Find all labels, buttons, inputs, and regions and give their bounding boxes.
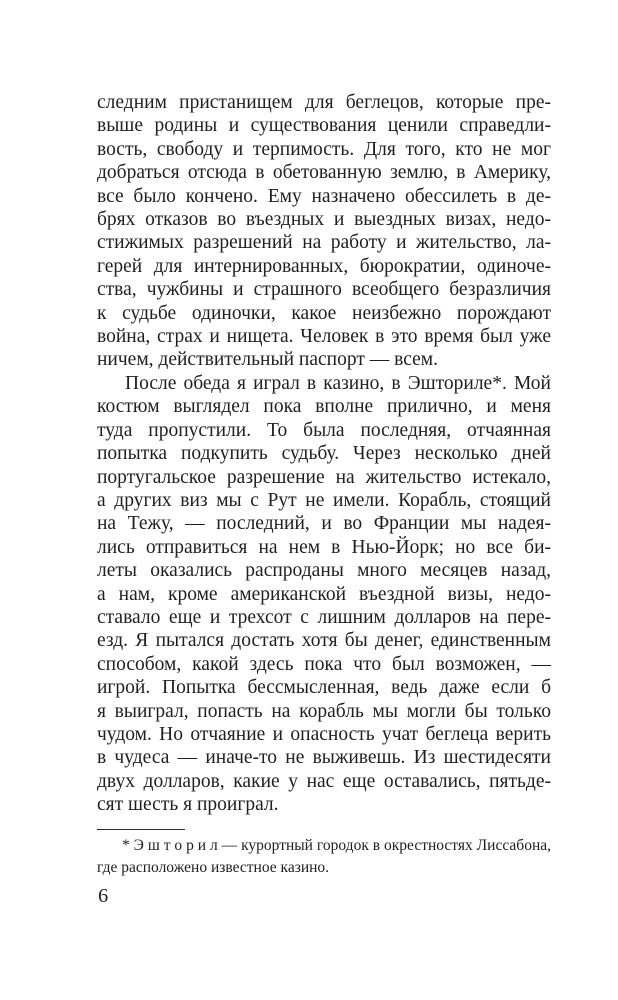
text-line: езд. Я пытался достать хотя бы денег, единственным: [97, 630, 551, 652]
text-line: в чудеса — иначе-то не выживешь. Из шестидесяти: [97, 747, 551, 769]
text-line: туда пропустили. То была последняя, отчаянная: [97, 419, 551, 441]
page-number: 6: [98, 885, 109, 907]
text-line: я выиграл, попасть на корабль мы могли бы только: [97, 700, 551, 722]
text-line: игрой. Попытка бессмысленная, ведь даже если б: [97, 677, 551, 699]
footnote-text: [97, 835, 551, 878]
footnote-line: где расположено известное казино.: [97, 858, 330, 876]
text-line: герей для интернированных, бюрократии, одиноче-: [97, 255, 551, 277]
text-line: вость, свободу и терпимость. Для того, кто не мог: [97, 138, 551, 160]
text-line: сят шесть я проиграл.: [97, 794, 279, 816]
footnote-line: * Э ш т о р и л — курортный городок в окрестностях Лиссабона,: [122, 837, 551, 854]
text-line: чудом. Но отчаяние и опасность учат беглеца верить: [97, 723, 551, 745]
text-line: к судьбе одиночки, какое неизбежно порождают: [97, 302, 551, 324]
page-text: [97, 91, 551, 817]
text-line: а нам, кроме американской въездной визы, недо-: [97, 583, 551, 605]
text-line: брях отказов во въездных и выездных визах, недо-: [97, 209, 551, 231]
text-line: выше родины и существования ценили справедли-: [97, 115, 551, 137]
footnote-separator: [97, 829, 185, 830]
text-line: попытка подкупить судьбу. Через несколько дней: [97, 443, 551, 465]
text-line: ства, чужбины и страшного всеобщего безразличия: [97, 279, 551, 301]
text-line: португальское разрешение на жительство истекало,: [97, 466, 551, 488]
text-line: костюм выглядел пока вполне прилично, и меня: [97, 396, 551, 418]
text-line: ставало еще и трехсот с лишним долларов на пере-: [97, 606, 551, 628]
text-line: способом, какой здесь пока что был возможен, —: [97, 653, 551, 675]
text-line: двух долларов, какие у нас еще оставались, пятьде-: [97, 770, 551, 792]
text-line: следним пристанищем для беглецов, которые пре-: [97, 92, 551, 113]
text-line: добраться отсюда в обетованную землю, в Америку,: [97, 162, 551, 184]
text-line: лись отправиться на нем в Нью-Йорк; но все би-: [97, 536, 551, 558]
text-line: леты оказались распроданы много месяцев назад,: [97, 560, 551, 582]
text-line: После обеда я играл в казино, в Эшториле*. Мой: [125, 372, 551, 394]
text-line: ничем, действительный паспорт — всем.: [97, 349, 438, 371]
text-line: а других виз мы с Рут не имели. Корабль, стоящий: [97, 489, 551, 511]
footnote: [97, 829, 551, 878]
text-line: стижимых разрешений на работу и жительство, ла-: [97, 232, 551, 254]
text-line: все было кончено. Ему назначено обессилеть в де-: [97, 185, 551, 207]
text-line: война, страх и нищета. Человек в это время был уже: [97, 326, 551, 348]
text-line: на Тежу, — последний, и во Франции мы надея-: [97, 513, 551, 535]
